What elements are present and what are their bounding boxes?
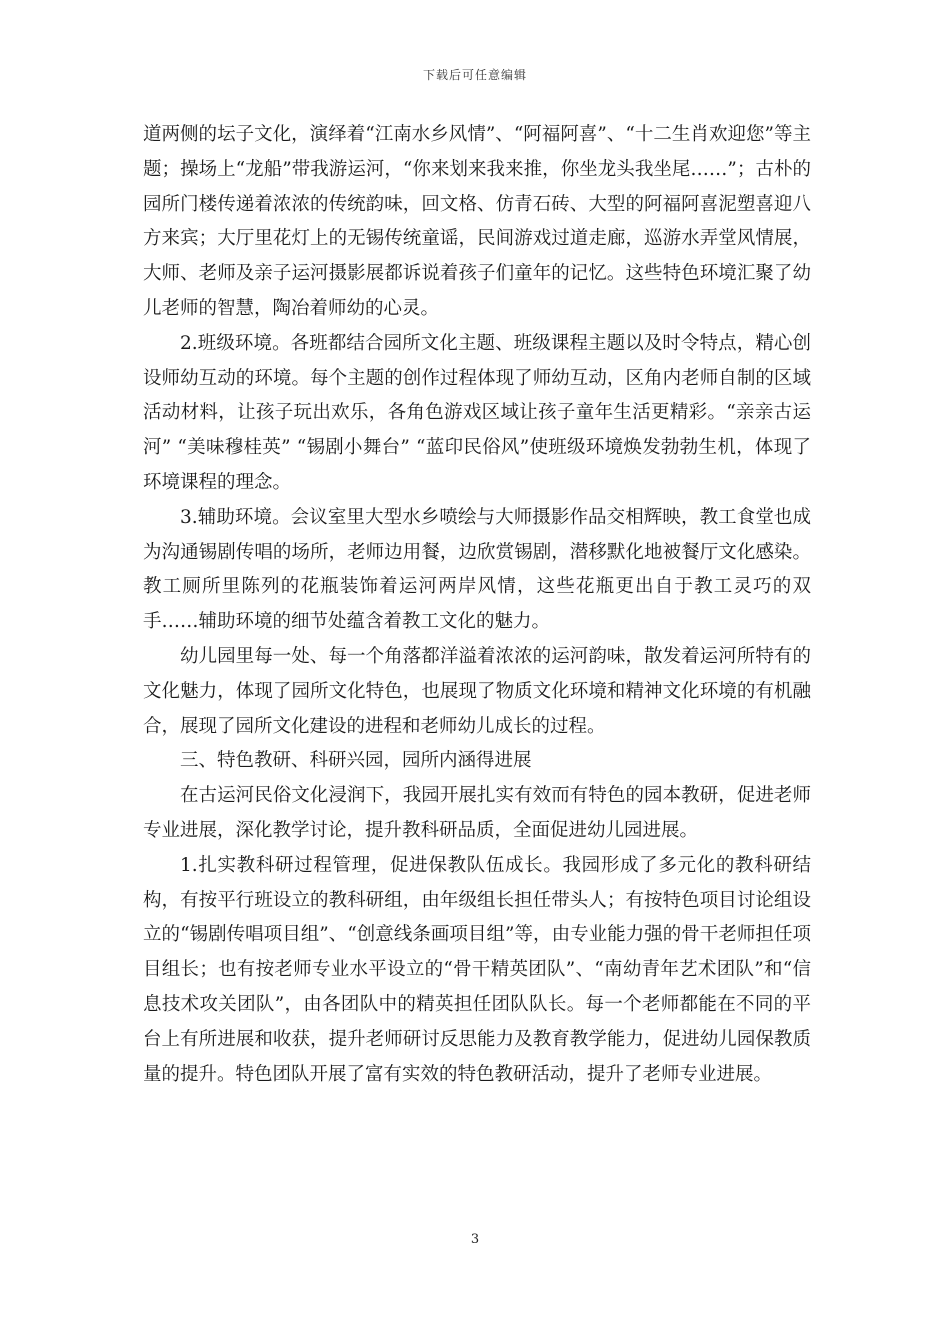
- section-heading: 三、特色教研、科研兴园，园所内涵得进展: [180, 750, 532, 772]
- paragraph-intro: 在古运河民俗文化浸润下，我园开展扎实有效而有特色的园本教研，促进老师专业进展，深化教学讨论，提升教科研品质，全面促进幼儿园进展。: [143, 785, 811, 841]
- paragraph-auxiliary-environment: 3.辅助环境。会议室里大型水乡喷绘与大师摄影作品交相辉映，教工食堂也成为沟通锡剧传唱的场所，老师边用餐，边欣赏锡剧，潜移默化地被餐厅文化感染。教工厕所里陈列的花瓶装饰着运河两岸风情，这些花瓶更出自于教工灵巧的双手……辅助环境的细节处蕴含着教工文化的魅力。: [143, 506, 811, 633]
- paragraph-class-environment: 2.班级环境。各班都结合园所文化主题、班级课程主题以及时令特点，精心创设师幼互动的环境。每个主题的创作过程体现了师幼互动，区角内老师自制的区域活动材料，让孩子玩出欢乐，各角色游戏区域让孩子童年生活更精彩。“亲亲古运河” “美味穆桂英” “锡剧小舞台” “蓝印民俗风”使班级环境焕发勃勃生机，体现了环境课程的理念。: [143, 332, 811, 493]
- page-header: 下载后可任意编辑: [422, 68, 527, 82]
- page-number: 3: [470, 1232, 480, 1247]
- paragraph-summary: 幼儿园里每一处、每一个角落都洋溢着浓浓的运河韵味，散发着运河所特有的文化魅力，体现了园所文化特色，也展现了物质文化环境和精神文化环境的有机融合，展现了园所文化建设的进程和老师幼儿成长的过程。: [143, 645, 811, 737]
- document-body: [143, 118, 811, 1092]
- paragraph-continued: 道两侧的坛子文化，演绎着“江南水乡风情”、“阿福阿喜”、“十二生肖欢迎您”等主题；操场上“龙船”带我游运河，“你来划来我来推，你坐龙头我坐尾……”；古朴的园所门楼传递着浓浓的传统韵味，回文格、仿青石砖、大型的阿福阿喜泥塑喜迎八方来宾；大厅里花灯上的无锡传统童谣，民间游戏过道走廊，巡游水弄堂风情展，大师、老师及亲子运河摄影展都诉说着孩子们童年的记忆。这些特色环境汇聚了幼儿老师的智慧，陶冶着师幼的心灵。: [143, 124, 811, 319]
- paragraph-research-management: 1.扎实教科研过程管理，促进保教队伍成长。我园形成了多元化的教科研结构，有按平行班设立的教科研组，由年级组长担任带头人；有按特色项目讨论组设立的“锡剧传唱项目组”、“创意线条画项目组”等，由专业能力强的骨干老师担任项目组长；也有按老师专业水平设立的“骨干精英团队”、“南幼青年艺术团队”和“信息技术攻关团队”，由各团队中的精英担任团队队长。每一个老师都能在不同的平台上有所进展和收获，提升老师研讨反思能力及教育教学能力，促进幼儿园保教质量的提升。特色团队开展了富有实效的特色教研活动，提升了老师专业进展。: [143, 854, 811, 1085]
